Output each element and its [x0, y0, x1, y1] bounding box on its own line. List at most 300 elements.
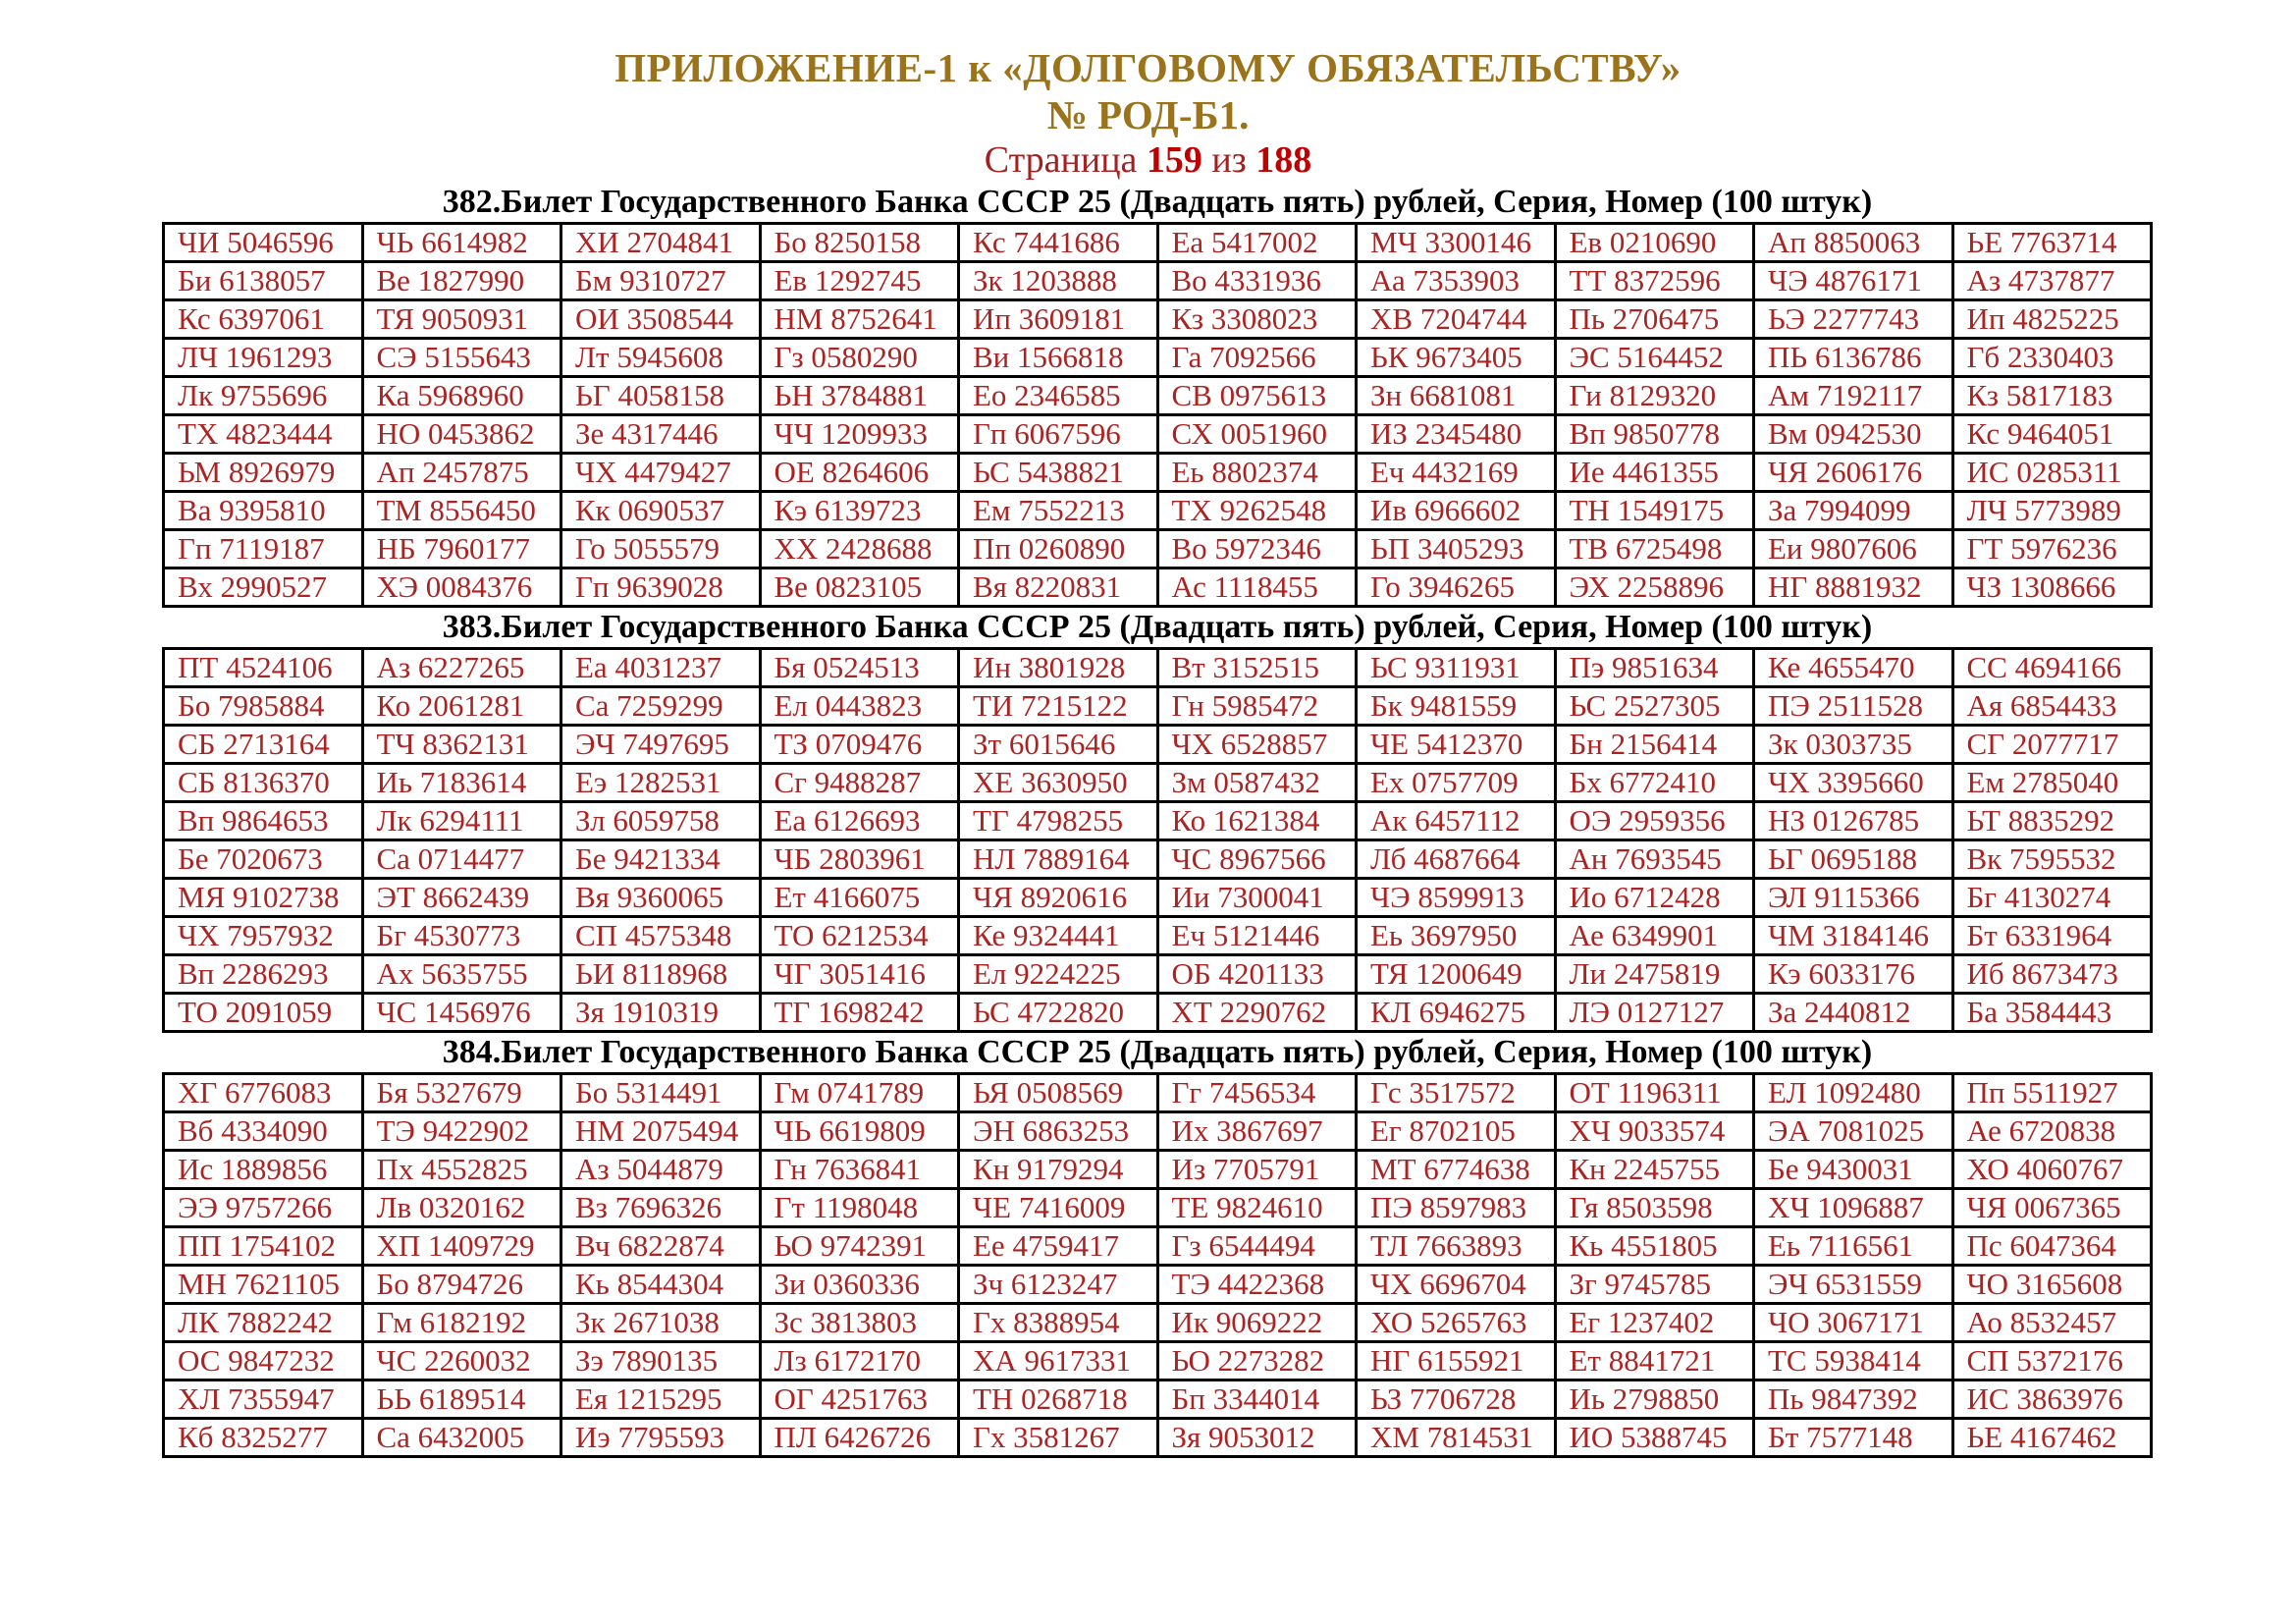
serial-cell: Ве 1827990: [362, 262, 561, 300]
serial-cell: СС 4694166: [1952, 649, 2152, 687]
serial-cell: ХТ 2290762: [1157, 994, 1357, 1032]
table-row: [164, 917, 2152, 955]
table-row: [164, 300, 2152, 339]
serial-cell: Вк 7595532: [1952, 840, 2152, 879]
table-row: [164, 1112, 2152, 1151]
table-row: [164, 1342, 2152, 1380]
serial-cell: НЗ 0126785: [1754, 802, 1953, 840]
serial-cell: ХМ 7814531: [1357, 1419, 1556, 1457]
table-row: [164, 339, 2152, 377]
serial-cell: ЭЧ 6531559: [1754, 1266, 1953, 1304]
serial-cell: ТМ 8556450: [362, 492, 561, 530]
serial-cell: За 7994099: [1754, 492, 1953, 530]
document-header: [0, 0, 2296, 183]
serials-table-384: [162, 1072, 2153, 1458]
serial-cell: ОБ 4201133: [1157, 955, 1357, 994]
table-row: [164, 568, 2152, 607]
table-row: [164, 764, 2152, 802]
serial-cell: СВ 0975613: [1157, 377, 1357, 415]
serial-cell: Еа 6126693: [760, 802, 959, 840]
serial-cell: Пп 5511927: [1952, 1074, 2152, 1112]
serial-cell: ТИ 7215122: [959, 687, 1158, 726]
serial-cell: ХП 1409729: [362, 1227, 561, 1266]
serial-cell: Зк 2671038: [561, 1304, 761, 1342]
serial-cell: ТЭ 4422368: [1157, 1266, 1357, 1304]
table-row: [164, 994, 2152, 1032]
serial-cell: Ан 7693545: [1555, 840, 1754, 879]
table-row: [164, 454, 2152, 492]
serial-cell: Аз 4737877: [1952, 262, 2152, 300]
table-caption-383: 383.Билет Государственного Банка СССР 25 (Двадцать пять) рублей, Серия, Номер (100 штук): [442, 609, 1873, 645]
serial-cell: Лб 4687664: [1357, 840, 1556, 879]
serial-cell: Зг 9745785: [1555, 1266, 1754, 1304]
table-row: [164, 492, 2152, 530]
serial-cell: ТЗ 0709476: [760, 726, 959, 764]
serial-cell: Зе 4317446: [561, 415, 761, 454]
serial-cell: Ех 0757709: [1357, 764, 1556, 802]
serial-cell: ЬЗ 7706728: [1357, 1380, 1556, 1419]
table-row: [164, 224, 2152, 262]
serial-cell: ХЧ 9033574: [1555, 1112, 1754, 1151]
serial-cell: Кэ 6033176: [1754, 955, 1953, 994]
serial-cell: ПЬ 6136786: [1754, 339, 1953, 377]
serial-cell: ИС 0285311: [1952, 454, 2152, 492]
serial-cell: ЧЯ 0067365: [1952, 1189, 2152, 1227]
serial-cell: Бя 0524513: [760, 649, 959, 687]
serial-cell: ИС 3863976: [1952, 1380, 2152, 1419]
table-row: [164, 1304, 2152, 1342]
serial-cell: Иб 8673473: [1952, 955, 2152, 994]
serial-cell: Ем 7552213: [959, 492, 1158, 530]
serial-cell: Бт 6331964: [1952, 917, 2152, 955]
serial-cell: Го 3946265: [1357, 568, 1556, 607]
serial-cell: Бг 4530773: [362, 917, 561, 955]
serial-cell: ОЕ 8264606: [760, 454, 959, 492]
serial-cell: Гп 7119187: [164, 530, 363, 568]
serial-cell: Гз 0580290: [760, 339, 959, 377]
table-row: [164, 687, 2152, 726]
serial-cell: Вч 6822874: [561, 1227, 761, 1266]
serial-cell: ЬЕ 4167462: [1952, 1419, 2152, 1457]
serial-cell: ЧЗ 1308666: [1952, 568, 2152, 607]
serial-cell: Зи 0360336: [760, 1266, 959, 1304]
serial-cell: ХЛ 7355947: [164, 1380, 363, 1419]
serial-cell: Вя 8220831: [959, 568, 1158, 607]
serial-cell: Иэ 7795593: [561, 1419, 761, 1457]
serial-cell: ЭН 6863253: [959, 1112, 1158, 1151]
serial-cell: Вм 0942530: [1754, 415, 1953, 454]
serial-cell: Еь 8802374: [1157, 454, 1357, 492]
serial-cell: СЭ 5155643: [362, 339, 561, 377]
serial-cell: Во 5972346: [1157, 530, 1357, 568]
table-row: [164, 1419, 2152, 1457]
serial-cell: ТС 5938414: [1754, 1342, 1953, 1380]
serial-cell: Еч 4432169: [1357, 454, 1556, 492]
serial-cell: Ег 1237402: [1555, 1304, 1754, 1342]
table-row: [164, 1189, 2152, 1227]
table-row: [164, 802, 2152, 840]
serial-cell: ЧИ 5046596: [164, 224, 363, 262]
serial-cell: Гх 8388954: [959, 1304, 1158, 1342]
serial-cell: Пь 9847392: [1754, 1380, 1953, 1419]
serial-cell: ТХ 4823444: [164, 415, 363, 454]
serial-cell: ПП 1754102: [164, 1227, 363, 1266]
serial-cell: ЬН 3784881: [760, 377, 959, 415]
serial-cell: ЭА 7081025: [1754, 1112, 1953, 1151]
serial-cell: Лк 9755696: [164, 377, 363, 415]
serial-cell: ПЛ 6426726: [760, 1419, 959, 1457]
serial-cell: ОИ 3508544: [561, 300, 761, 339]
page-indicator: [0, 137, 2296, 183]
serial-cell: Ем 2785040: [1952, 764, 2152, 802]
serial-cell: ПЭ 2511528: [1754, 687, 1953, 726]
serial-cell: ЧЧ 1209933: [760, 415, 959, 454]
serial-cell: ЧХ 6528857: [1157, 726, 1357, 764]
serial-cell: ХО 4060767: [1952, 1151, 2152, 1189]
serial-cell: Ис 1889856: [164, 1151, 363, 1189]
serial-cell: ЬС 9311931: [1357, 649, 1556, 687]
serial-cell: ХЧ 1096887: [1754, 1189, 1953, 1227]
serial-cell: Гм 0741789: [760, 1074, 959, 1112]
serial-cell: Зн 6681081: [1357, 377, 1556, 415]
serial-cell: ЧМ 3184146: [1754, 917, 1953, 955]
serial-cell: Са 7259299: [561, 687, 761, 726]
serial-cell: ЬИ 8118968: [561, 955, 761, 994]
serial-cell: ХЭ 0084376: [362, 568, 561, 607]
serials-table-382: [162, 222, 2153, 608]
serial-cell: Кэ 6139723: [760, 492, 959, 530]
tables-container: [162, 183, 2153, 1458]
serial-cell: ХГ 6776083: [164, 1074, 363, 1112]
serial-cell: СП 4575348: [561, 917, 761, 955]
serial-cell: Еа 4031237: [561, 649, 761, 687]
serial-cell: ТГ 4798255: [959, 802, 1158, 840]
serial-cell: Ап 2457875: [362, 454, 561, 492]
serial-cell: ПТ 4524106: [164, 649, 363, 687]
serial-cell: Пп 0260890: [959, 530, 1158, 568]
serial-cell: ЬС 5438821: [959, 454, 1158, 492]
serial-cell: ЭЧ 7497695: [561, 726, 761, 764]
serial-cell: ТЕ 9824610: [1157, 1189, 1357, 1227]
serial-cell: НМ 2075494: [561, 1112, 761, 1151]
serial-cell: Еь 3697950: [1357, 917, 1556, 955]
serial-cell: Ке 9324441: [959, 917, 1158, 955]
serial-cell: ЧЯ 2606176: [1754, 454, 1953, 492]
serial-cell: ЧО 3165608: [1952, 1266, 2152, 1304]
serial-cell: ИО 5388745: [1555, 1419, 1754, 1457]
serial-cell: Ет 4166075: [760, 879, 959, 917]
serial-cell: Еь 7116561: [1754, 1227, 1953, 1266]
serial-cell: Вз 7696326: [561, 1189, 761, 1227]
serial-cell: Ли 2475819: [1555, 955, 1754, 994]
serial-cell: Ви 1566818: [959, 339, 1158, 377]
serial-cell: ТВ 6725498: [1555, 530, 1754, 568]
serial-cell: ЬГ 4058158: [561, 377, 761, 415]
serial-cell: Вя 9360065: [561, 879, 761, 917]
serial-cell: ТО 2091059: [164, 994, 363, 1032]
serial-cell: Ел 9224225: [959, 955, 1158, 994]
serial-cell: Гб 2330403: [1952, 339, 2152, 377]
serial-cell: Бе 7020673: [164, 840, 363, 879]
serial-cell: ЧС 8967566: [1157, 840, 1357, 879]
serial-cell: НМ 8752641: [760, 300, 959, 339]
serial-cell: ХХ 2428688: [760, 530, 959, 568]
serial-cell: ЬЕ 7763714: [1952, 224, 2152, 262]
serial-cell: Вп 9850778: [1555, 415, 1754, 454]
serial-cell: ТЭ 9422902: [362, 1112, 561, 1151]
serial-cell: ИЗ 2345480: [1357, 415, 1556, 454]
serial-cell: СБ 2713164: [164, 726, 363, 764]
table-row: [164, 377, 2152, 415]
serial-cell: Ко 1621384: [1157, 802, 1357, 840]
serial-cell: Зс 3813803: [760, 1304, 959, 1342]
serial-cell: ТГ 1698242: [760, 994, 959, 1032]
serial-cell: Гп 9639028: [561, 568, 761, 607]
serial-cell: Еэ 1282531: [561, 764, 761, 802]
serial-cell: Пэ 9851634: [1555, 649, 1754, 687]
serial-cell: ЬС 2527305: [1555, 687, 1754, 726]
serial-cell: ТЯ 9050931: [362, 300, 561, 339]
serial-cell: Ва 9395810: [164, 492, 363, 530]
serial-cell: Ел 0443823: [760, 687, 959, 726]
serial-cell: СП 5372176: [1952, 1342, 2152, 1380]
table-row: [164, 1266, 2152, 1304]
serial-cell: Пс 6047364: [1952, 1227, 2152, 1266]
serial-cell: Пх 4552825: [362, 1151, 561, 1189]
serial-cell: ЧЭ 4876171: [1754, 262, 1953, 300]
serial-cell: Бо 8250158: [760, 224, 959, 262]
serial-cell: Ее 4759417: [959, 1227, 1158, 1266]
serial-cell: ЬС 4722820: [959, 994, 1158, 1032]
serial-cell: Ги 8129320: [1555, 377, 1754, 415]
serial-cell: Гг 7456534: [1157, 1074, 1357, 1112]
serial-cell: Са 0714477: [362, 840, 561, 879]
serial-cell: СГ 2077717: [1952, 726, 2152, 764]
serial-cell: Ах 5635755: [362, 955, 561, 994]
serial-cell: Бг 4130274: [1952, 879, 2152, 917]
serial-cell: ЬЭ 2277743: [1754, 300, 1953, 339]
serial-cell: ЬТ 8835292: [1952, 802, 2152, 840]
serial-cell: ТН 1549175: [1555, 492, 1754, 530]
serial-cell: ЭС 5164452: [1555, 339, 1754, 377]
serial-cell: Ка 5968960: [362, 377, 561, 415]
serial-cell: Кс 6397061: [164, 300, 363, 339]
serial-cell: Ик 9069222: [1157, 1304, 1357, 1342]
serial-cell: ЬП 3405293: [1357, 530, 1556, 568]
serial-cell: СХ 0051960: [1157, 415, 1357, 454]
appendix-number: № РОД-Б1.: [1046, 92, 1250, 137]
serial-cell: Ая 6854433: [1952, 687, 2152, 726]
table-row: [164, 840, 2152, 879]
page-total-number: 188: [1255, 139, 1312, 181]
serial-cell: Лк 6294111: [362, 802, 561, 840]
table-row: [164, 726, 2152, 764]
serial-cell: Бя 5327679: [362, 1074, 561, 1112]
serial-cell: ХО 5265763: [1357, 1304, 1556, 1342]
serial-cell: Зк 0303735: [1754, 726, 1953, 764]
serial-cell: ЧГ 3051416: [760, 955, 959, 994]
serial-cell: Ам 7192117: [1754, 377, 1953, 415]
serial-cell: Кз 5817183: [1952, 377, 2152, 415]
serial-cell: Кь 4551805: [1555, 1227, 1754, 1266]
table-row: [164, 262, 2152, 300]
serials-table-383: [162, 647, 2153, 1033]
serial-cell: Ет 8841721: [1555, 1342, 1754, 1380]
serial-cell: Кк 0690537: [561, 492, 761, 530]
serial-cell: Гт 1198048: [760, 1189, 959, 1227]
serial-cell: ОС 9847232: [164, 1342, 363, 1380]
serial-cell: ЕЛ 1092480: [1754, 1074, 1953, 1112]
serial-cell: Ко 2061281: [362, 687, 561, 726]
serial-cell: ЧС 1456976: [362, 994, 561, 1032]
page-label: Страница: [984, 139, 1138, 181]
serial-cell: Бм 9310727: [561, 262, 761, 300]
table-row: [164, 1151, 2152, 1189]
serial-cell: Бе 9421334: [561, 840, 761, 879]
serial-cell: Ае 6349901: [1555, 917, 1754, 955]
serial-cell: Гя 8503598: [1555, 1189, 1754, 1227]
serial-cell: ТЛ 7663893: [1357, 1227, 1556, 1266]
serial-cell: Гн 5985472: [1157, 687, 1357, 726]
serial-cell: Кс 9464051: [1952, 415, 2152, 454]
serial-cell: МЧ 3300146: [1357, 224, 1556, 262]
serial-cell: За 2440812: [1754, 994, 1953, 1032]
serial-cell: Зэ 7890135: [561, 1342, 761, 1380]
serial-cell: ОЭ 2959356: [1555, 802, 1754, 840]
serial-cell: Ии 7300041: [1157, 879, 1357, 917]
serial-cell: ЬЯ 0508569: [959, 1074, 1158, 1112]
serial-cell: Лв 0320162: [362, 1189, 561, 1227]
serial-cell: ОТ 1196311: [1555, 1074, 1754, 1112]
serial-cell: Зя 9053012: [1157, 1419, 1357, 1457]
serial-cell: ЬК 9673405: [1357, 339, 1556, 377]
serial-cell: ТХ 9262548: [1157, 492, 1357, 530]
serial-cell: Ин 3801928: [959, 649, 1158, 687]
serial-cell: ЧЯ 8920616: [959, 879, 1158, 917]
serial-cell: Иь 7183614: [362, 764, 561, 802]
serial-cell: Вб 4334090: [164, 1112, 363, 1151]
serial-cell: НБ 7960177: [362, 530, 561, 568]
serial-cell: Бк 9481559: [1357, 687, 1556, 726]
table-row: [164, 879, 2152, 917]
serial-cell: Бо 5314491: [561, 1074, 761, 1112]
serial-cell: Ип 4825225: [1952, 300, 2152, 339]
serial-cell: Бх 6772410: [1555, 764, 1754, 802]
serial-cell: ЬЬ 6189514: [362, 1380, 561, 1419]
serial-cell: Аз 6227265: [362, 649, 561, 687]
table-caption-384: 384.Билет Государственного Банка СССР 25 (Двадцать пять) рублей, Серия, Номер (100 штук): [442, 1034, 1873, 1070]
serial-cell: Кн 9179294: [959, 1151, 1158, 1189]
serial-cell: Лз 6172170: [760, 1342, 959, 1380]
serial-cell: ТЧ 8362131: [362, 726, 561, 764]
serial-cell: Ео 2346585: [959, 377, 1158, 415]
table-row: [164, 530, 2152, 568]
serial-cell: ЧЭ 8599913: [1357, 879, 1556, 917]
serial-cell: НГ 6155921: [1357, 1342, 1556, 1380]
table-row: [164, 955, 2152, 994]
serial-cell: Вх 2990527: [164, 568, 363, 607]
serial-cell: Бн 2156414: [1555, 726, 1754, 764]
serial-cell: Зк 1203888: [959, 262, 1158, 300]
serial-cell: Гх 3581267: [959, 1419, 1158, 1457]
serial-cell: ЧЬ 6619809: [760, 1112, 959, 1151]
page-current-number: 159: [1146, 139, 1202, 181]
serial-cell: Во 4331936: [1157, 262, 1357, 300]
page-separator-label: из: [1211, 139, 1247, 181]
serial-cell: Кс 7441686: [959, 224, 1158, 262]
serial-cell: Би 6138057: [164, 262, 363, 300]
serial-cell: Зя 1910319: [561, 994, 761, 1032]
serial-cell: МЯ 9102738: [164, 879, 363, 917]
serial-cell: Бе 9430031: [1754, 1151, 1953, 1189]
serial-cell: Зч 6123247: [959, 1266, 1158, 1304]
serial-cell: ТТ 8372596: [1555, 262, 1754, 300]
serial-cell: Вп 2286293: [164, 955, 363, 994]
serial-cell: Ие 4461355: [1555, 454, 1754, 492]
serial-cell: ЧО 3067171: [1754, 1304, 1953, 1342]
serial-cell: ЛЭ 0127127: [1555, 994, 1754, 1032]
serial-cell: ЛЧ 5773989: [1952, 492, 2152, 530]
serial-cell: Ев 1292745: [760, 262, 959, 300]
serial-cell: ХИ 2704841: [561, 224, 761, 262]
serial-cell: Вт 3152515: [1157, 649, 1357, 687]
serial-cell: Гп 6067596: [959, 415, 1158, 454]
serial-cell: Иь 2798850: [1555, 1380, 1754, 1419]
serial-cell: Аа 7353903: [1357, 262, 1556, 300]
serial-cell: ЧЕ 5412370: [1357, 726, 1556, 764]
serial-cell: ЧХ 7957932: [164, 917, 363, 955]
serial-cell: Еа 5417002: [1157, 224, 1357, 262]
serial-cell: ЭТ 8662439: [362, 879, 561, 917]
serial-cell: Ег 8702105: [1357, 1112, 1556, 1151]
appendix-title: ПРИЛОЖЕНИЕ-1 к «ДОЛГОВОМУ ОБЯЗАТЕЛЬСТВУ»: [614, 45, 1682, 90]
serial-cell: ЛК 7882242: [164, 1304, 363, 1342]
serial-cell: ТН 0268718: [959, 1380, 1158, 1419]
serial-cell: Кн 2245755: [1555, 1151, 1754, 1189]
serial-cell: Гн 7636841: [760, 1151, 959, 1189]
table-row: [164, 1227, 2152, 1266]
serial-cell: Вп 9864653: [164, 802, 363, 840]
serial-cell: Гм 6182192: [362, 1304, 561, 1342]
serial-cell: Кь 8544304: [561, 1266, 761, 1304]
serial-cell: Ев 0210690: [1555, 224, 1754, 262]
serial-cell: Гс 3517572: [1357, 1074, 1556, 1112]
serial-cell: ЧЕ 7416009: [959, 1189, 1158, 1227]
serial-cell: Еч 5121446: [1157, 917, 1357, 955]
serial-cell: Ак 6457112: [1357, 802, 1556, 840]
table-row: [164, 415, 2152, 454]
serial-cell: ОГ 4251763: [760, 1380, 959, 1419]
serial-cell: Бо 8794726: [362, 1266, 561, 1304]
serial-cell: ЧЬ 6614982: [362, 224, 561, 262]
serial-cell: Ае 6720838: [1952, 1112, 2152, 1151]
serial-cell: Сг 9488287: [760, 764, 959, 802]
serial-cell: ЧХ 3395660: [1754, 764, 1953, 802]
serial-cell: ЧБ 2803961: [760, 840, 959, 879]
serial-cell: ХЕ 3630950: [959, 764, 1158, 802]
serial-cell: Го 5055579: [561, 530, 761, 568]
serial-cell: ЬО 2273282: [1157, 1342, 1357, 1380]
serial-cell: ЭЭ 9757266: [164, 1189, 363, 1227]
serial-cell: Ве 0823105: [760, 568, 959, 607]
serial-cell: Ба 3584443: [1952, 994, 2152, 1032]
serial-cell: Ея 1215295: [561, 1380, 761, 1419]
serial-cell: Ип 3609181: [959, 300, 1158, 339]
serial-cell: ЧС 2260032: [362, 1342, 561, 1380]
serial-cell: Зм 0587432: [1157, 764, 1357, 802]
serial-cell: Из 7705791: [1157, 1151, 1357, 1189]
table-row: [164, 1074, 2152, 1112]
